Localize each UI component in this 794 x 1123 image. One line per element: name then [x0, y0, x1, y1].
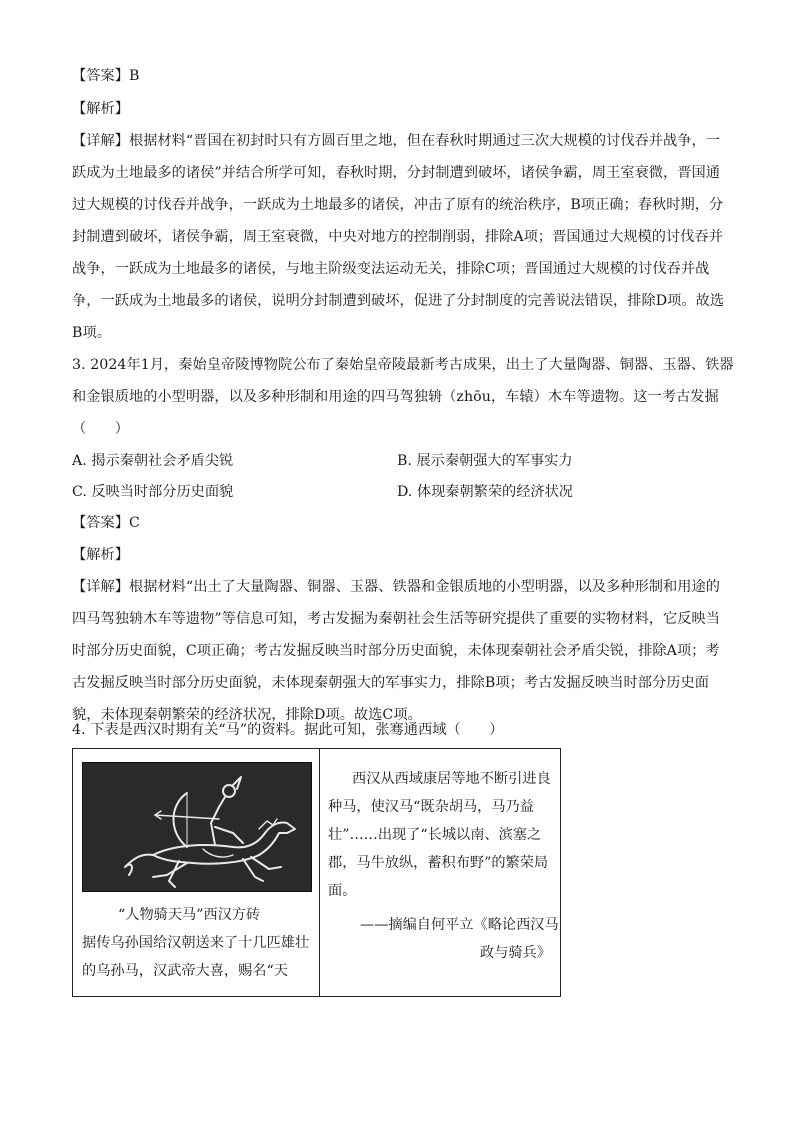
- q3-answer: 【答案】C: [72, 515, 140, 531]
- q3-detail-line-2: 四马驾独辀木车等遗物”等信息可知，考古发掘为秦朝社会生活等研究提供了重要的实物材料，它反映当: [72, 611, 720, 627]
- left-text-line-2: 的乌孙马，汉武帝大喜，赐名“天: [82, 963, 288, 979]
- q4-right-cell: [320, 749, 561, 997]
- right-text-line-5: 面。: [328, 883, 357, 899]
- horse-rider-illustration: [83, 763, 311, 891]
- brick-caption: “人物骑天马”西汉方砖: [118, 907, 261, 923]
- source-line-2: 政与骑兵》: [480, 945, 551, 961]
- horse-rider-brick-image: [82, 762, 312, 892]
- q2-detail-line-5: 战争，一跃成为土地最多的诸侯，与地主阶级变法运动无关，排除C项；晋国通过大规模的讨伐吞并战: [72, 261, 710, 277]
- q2-detail-line-3: 过大规模的讨伐吞并战争，一跃成为土地最多的诸侯，冲击了原有的统治秩序，B项正确；春秋时期，分: [72, 197, 724, 213]
- q3-detail-line-1: 【详解】根据材料“出土了大量陶器、铜器、玉器、铁器和金银质地的小型明器，以及多种形制和用途的: [72, 579, 720, 595]
- q3-option-a: A. 揭示秦朝社会矛盾尖锐: [72, 453, 234, 469]
- q2-detail-line-4: 封制遭到破坏，诸侯争霸，周王室衰微，中央对地方的控制削弱，排除A项；晋国通过大规模的讨伐吞并: [72, 229, 723, 245]
- q3-stem-line-3: （ ）: [72, 421, 129, 437]
- q3-stem-line-1: 3. 2024年1月，秦始皇帝陵博物院公布了秦始皇帝陵最新考古成果，出土了大量陶器、铜器、玉器、铁器: [72, 357, 734, 373]
- q3-option-d: D. 体现秦朝繁荣的经济状况: [397, 484, 573, 500]
- q3-detail-line-4: 古发掘反映当时部分历史面貌，未体现秦朝强大的军事实力，排除B项；考古发掘反映当时部分历史面: [72, 675, 709, 691]
- q3-detail-line-3: 时部分历史面貌，C项正确；考古发掘反映当时部分历史面貌，未体现秦朝社会矛盾尖锐，排除A项；考: [72, 643, 720, 659]
- q2-detail-line-7: B项。: [72, 325, 111, 341]
- right-text-line-4: 郡，马牛放纵，蓄积布野”的繁荣局: [328, 855, 549, 871]
- left-text-line-1: 据传乌孙国给汉朝送来了十几匹雄壮: [82, 935, 310, 951]
- q4-stem: 4. 下表是西汉时期有关“马”的资料。据此可知，张骞通西域（ ）: [72, 722, 504, 738]
- q4-material-table: [72, 748, 561, 997]
- q3-option-c: C. 反映当时部分历史面貌: [72, 484, 234, 500]
- q2-detail-line-2: 跃成为土地最多的诸侯”并结合所学可知，春秋时期，分封制遭到破坏，诸侯争霸，周王室衰微，晋国通: [72, 165, 720, 181]
- q4-left-cell: [73, 749, 320, 997]
- source-line-1: ——摘编自何平立《略论西汉马: [360, 917, 559, 933]
- q2-analysis-heading: 【解析】: [72, 101, 129, 117]
- q3-analysis-heading: 【解析】: [72, 547, 129, 563]
- q3-detail-line-5: 貌，未体现秦朝繁荣的经济状况，排除D项。故选C项。: [72, 707, 422, 723]
- q2-answer: 【答案】B: [72, 68, 140, 84]
- right-text-line-1: 西汉从西域康居等地不断引进良: [352, 771, 551, 787]
- right-text-line-3: 壮”……出现了“长城以南、滨塞之: [328, 827, 542, 843]
- q2-detail-line-6: 争，一跃成为土地最多的诸侯，说明分封制遭到破坏，促进了分封制度的完善说法错误，排除D项。故选: [72, 293, 725, 309]
- q3-option-b: B. 展示秦朝强大的军事实力: [397, 453, 573, 469]
- right-text-line-2: 种马，使汉马“既杂胡马，马乃益: [328, 799, 534, 815]
- q2-detail-line-1: 【详解】根据材料“晋国在初封时只有方圆百里之地，但在春秋时期通过三次大规模的讨伐吞并战争，一: [72, 133, 720, 149]
- q3-stem-line-2: 和金银质地的小型明器，以及多种形制和用途的四马驾独辀（zhōu，车辕）木车等遗物。这一考古发掘: [72, 389, 719, 405]
